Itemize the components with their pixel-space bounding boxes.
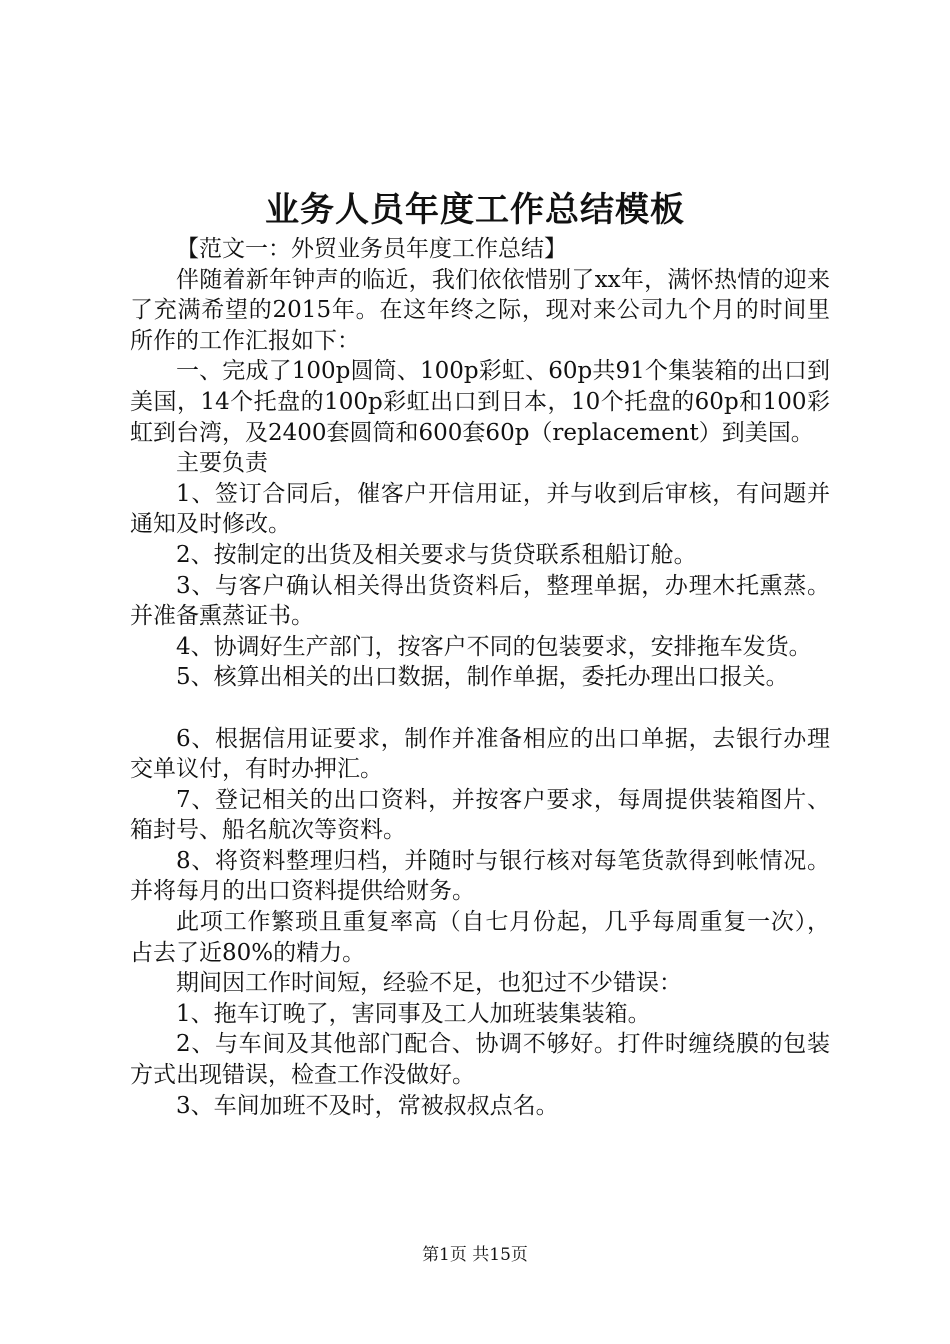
- page-footer: 第1页 共15页: [422, 1245, 528, 1265]
- paragraph: 5、核算出相关的出口数据，制作单据，委托办理出口报关。: [176, 664, 789, 691]
- paragraph: 伴随着新年钟声的临近，我们依依惜别了xx年，满怀热情的迎来了充满希望的2015年。在这年终之际，现对来公司九个月的时间里所作的工作汇报如下：: [130, 266, 830, 354]
- paragraph: 3、与客户确认相关得出货资料后，整理单据，办理木托熏蒸。并准备熏蒸证书。: [130, 572, 830, 630]
- paragraph: 【范文一：外贸业务员年度工作总结】: [176, 236, 567, 262]
- paragraph: 1、签订合同后，催客户开信用证，并与收到后审核，有问题并通知及时修改。: [130, 480, 830, 538]
- paragraph: 8、将资料整理归档，并随时与银行核对每笔货款得到帐情况。并将每月的出口资料提供给财务。: [130, 847, 830, 905]
- document-title: 业务人员年度工作总结模板: [265, 190, 685, 230]
- paragraph: 期间因工作时间短，经验不足，也犯过不少错误：: [176, 970, 682, 997]
- paragraph: 1、拖车订晚了，害同事及工人加班装集装箱。: [176, 1000, 651, 1027]
- paragraph: 6、根据信用证要求，制作并准备相应的出口单据，去银行办理交单议付，有时办押汇。: [130, 725, 830, 783]
- paragraph: 7、登记相关的出口资料，并按客户要求，每周提供装箱图片、箱封号、船名航次等资料。: [130, 786, 830, 844]
- paragraph: 2、与车间及其他部门配合、协调不够好。打件时缠绕膜的包装方式出现错误，检查工作没做好。: [130, 1031, 830, 1089]
- paragraph: 4、协调好生产部门，按客户不同的包装要求，安排拖车发货。: [176, 633, 812, 660]
- document-body: [130, 234, 830, 1121]
- paragraph: 主要负责: [176, 450, 268, 477]
- paragraph: 一、完成了100p圆筒、100p彩虹、60p共91个集装箱的出口到美国，14个托盘的100p彩虹出口到日本，10个托盘的60p和100彩虹到台湾，及2400套圆筒和600套60p（replacement）到美国。: [130, 358, 830, 446]
- paragraph: 此项工作繁琐且重复率高（自七月份起，几乎每周重复一次），占去了近80%的精力。: [130, 909, 830, 966]
- paragraph: 3、车间加班不及时，常被叔叔点名。: [176, 1092, 559, 1119]
- paragraph: 2、按制定的出货及相关要求与货贷联系租船订舱。: [176, 541, 697, 568]
